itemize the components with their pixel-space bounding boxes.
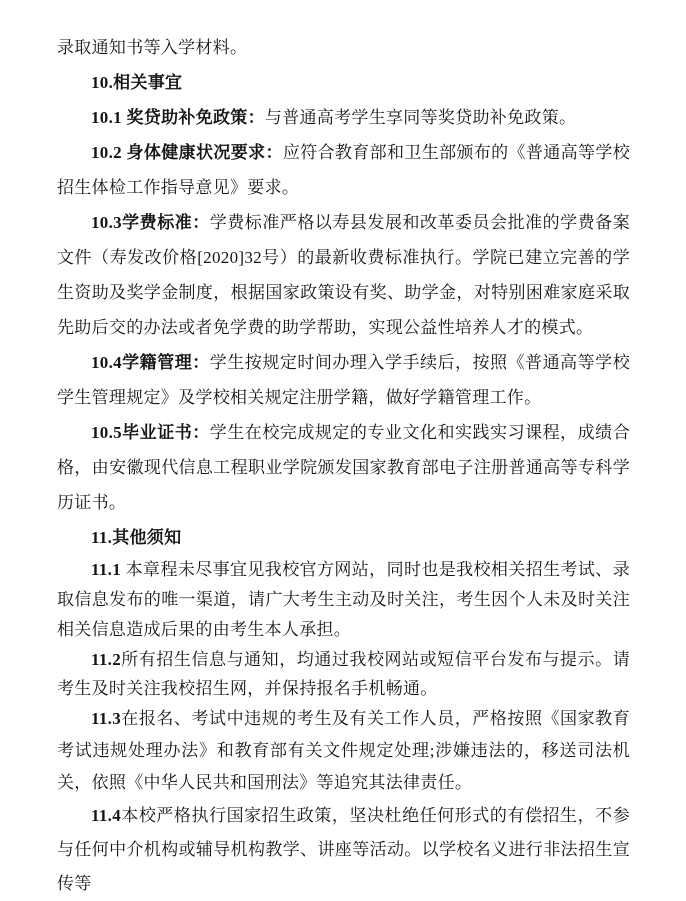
para-label: 11.2: [91, 650, 122, 669]
paragraph-text: 学生按规定时间办理入学手续后，按照《普通高等学校学生管理规定》及学校相关规定注册学籍，做好学籍管理工作。: [57, 353, 630, 407]
para-label: 11.3: [91, 709, 122, 728]
para-label: 11.1: [91, 560, 126, 579]
paragraph-text: 所有招生信息与通知，均通过我校网站或短信平台发布与提示。请考生及时关注我校招生网，并保持报名手机畅通。: [57, 650, 630, 698]
section-heading-11: [57, 520, 630, 555]
continuation-line: [57, 30, 630, 65]
para-10-1: [57, 100, 630, 135]
para-label: 10.3学费标准：: [91, 213, 210, 232]
paragraph-text: 本章程未尽事宜见我校官方网站，同时也是我校相关招生考试、录取信息发布的唯一渠道，请广大考生主动及时关注，考生因个人未及时关注相关信息造成后果的由考生本人承担。: [57, 560, 630, 639]
paragraph-text: 在报名、考试中违规的考生及有关工作人员，严格按照《国家教育考试违规处理办法》和教育部有关文件规定处理;涉嫌违法的，移送司法机关，依照《中华人民共和国刑法》等追究其法律责任。: [57, 709, 630, 792]
para-label: 10.5毕业证书：: [91, 423, 210, 442]
para-label: 10.2 身体健康状况要求：: [91, 143, 283, 162]
heading-text: 10.相关事宜: [91, 73, 183, 92]
para-10-4: [57, 345, 630, 415]
paragraph-text: 与普通高考学生享同等奖贷助补免政策。: [264, 108, 577, 127]
section-heading-10: [57, 65, 630, 100]
para-11-3: [57, 703, 630, 799]
para-10-5: [57, 415, 630, 520]
paragraph-text: 本校严格执行国家招生政策，坚决杜绝任何形式的有偿招生，不参与任何中介机构或辅导机构教学、讲座等活动。以学校名义进行非法招生宣传等: [57, 806, 630, 893]
paragraph-text: 学生在校完成规定的专业文化和实践实习课程，成绩合格，由安徽现代信息工程职业学院颁发国家教育部电子注册普通高等专科学历证书。: [57, 423, 630, 512]
paragraph-text: 应符合教育部和卫生部颁布的《普通高等学校招生体检工作指导意见》要求。: [57, 143, 631, 197]
para-10-3: [57, 205, 630, 345]
para-label: 10.4学籍管理：: [91, 353, 210, 372]
paragraph-text: 学费标准严格以寿县发展和改革委员会批准的学费备案文件（寿发改价格[2020]32号）的最新收费标准执行。学院已建立完善的学生资助及奖学金制度，根据国家政策设有奖、助学金，对特别困难家庭采取先助后交的办法或者免学费的助学帮助，实现公益性培养人才的模式。: [57, 213, 630, 337]
para-11-4: [57, 799, 630, 901]
para-label: 11.4: [91, 806, 122, 825]
para-11-2: [57, 645, 630, 703]
paragraph-text: 录取通知书等入学材料。: [57, 38, 248, 57]
para-10-2: [57, 135, 630, 205]
para-label: 10.1 奖贷助补免政策：: [91, 108, 265, 127]
heading-text: 11.其他须知: [91, 528, 182, 547]
para-11-1: [57, 555, 630, 645]
